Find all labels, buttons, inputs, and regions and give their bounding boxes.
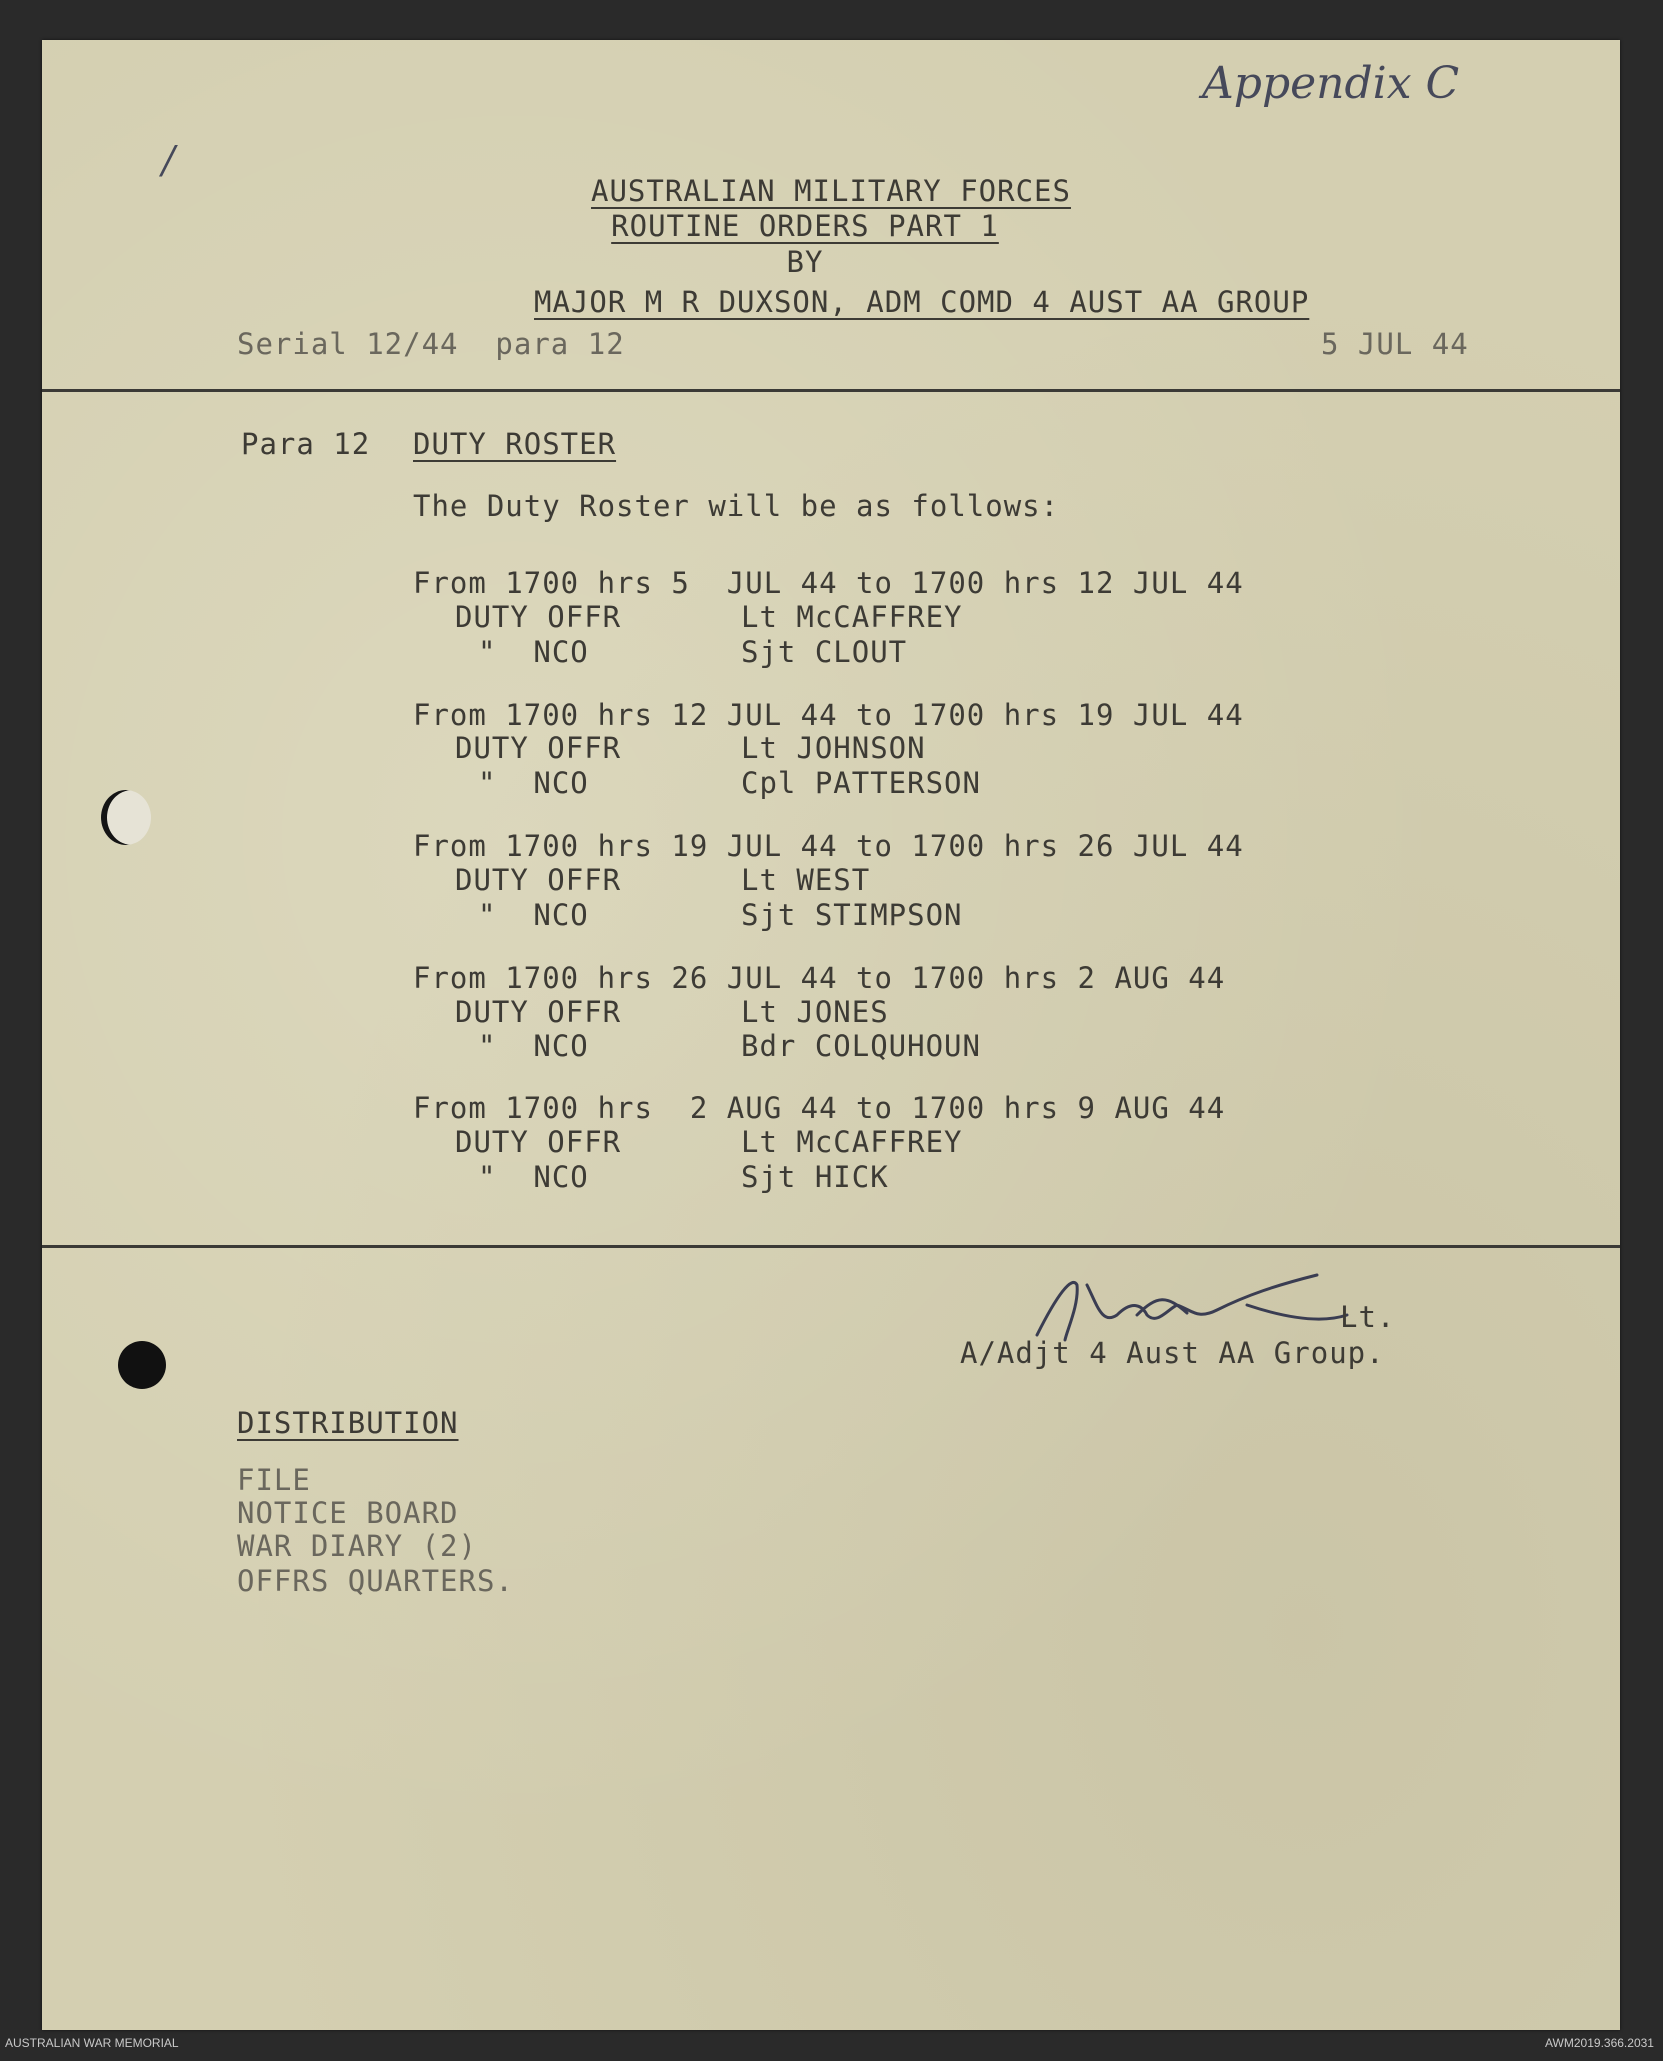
roster-period: From 1700 hrs 5 JUL 44 to 1700 hrs 12 JUL 44 [413,566,1244,600]
header-authority: MAJOR M R DUXSON, ADM COMD 4 AUST AA GROUP [534,285,1310,319]
para-number: Para 12 [241,427,371,461]
distribution-item: FILE [237,1463,311,1497]
duty-offr-name: Lt McCAFFREY [741,600,963,634]
tick-mark: / [162,138,175,182]
duty-nco-name: Cpl PATTERSON [741,766,981,800]
duty-offr-name: Lt McCAFFREY [741,1125,963,1159]
para-intro: The Duty Roster will be as follows: [413,489,1060,523]
signature-rank: Lt. [1340,1300,1396,1334]
distribution-item: OFFRS QUARTERS. [237,1564,514,1598]
para-title: DUTY ROSTER [413,427,617,461]
signature-appointment: A/Adjt 4 Aust AA Group. [960,1336,1385,1370]
footer-accession: AWM2019.366.2031 [1545,2036,1654,2050]
roster-period: From 1700 hrs 19 JUL 44 to 1700 hrs 26 JUL 44 [413,829,1244,863]
duty-offr-name: Lt WEST [741,863,871,897]
duty-offr-name: Lt JOHNSON [741,731,926,765]
duty-offr-label: DUTY OFFR [455,863,622,897]
duty-nco-label: " NCO [478,766,589,800]
order-date: 5 JUL 44 [1321,327,1469,361]
header-title: AUSTRALIAN MILITARY FORCES [591,174,1071,208]
serial-reference: Serial 12/44 para 12 [237,327,625,361]
distribution-item: NOTICE BOARD [237,1496,459,1530]
bottom-divider [42,1245,1620,1248]
duty-nco-label: " NCO [478,898,589,932]
duty-offr-name: Lt JONES [741,995,889,1029]
header-subtitle: ROUTINE ORDERS PART 1 [611,209,999,243]
roster-period: From 1700 hrs 26 JUL 44 to 1700 hrs 2 AUG 44 [413,961,1226,995]
document-page [42,40,1620,2030]
distribution-title: DISTRIBUTION [237,1406,459,1440]
duty-offr-label: DUTY OFFR [455,1125,622,1159]
duty-nco-label: " NCO [478,1029,589,1063]
header-by: BY [786,245,824,279]
punch-hole-lower [118,1341,166,1389]
duty-offr-label: DUTY OFFR [455,995,622,1029]
duty-nco-name: Sjt STIMPSON [741,898,963,932]
duty-offr-label: DUTY OFFR [455,600,622,634]
distribution-item: WAR DIARY (2) [237,1529,477,1563]
top-divider [42,389,1620,392]
duty-nco-name: Sjt CLOUT [741,635,908,669]
duty-nco-label: " NCO [478,1160,589,1194]
punch-hole-upper [101,790,151,845]
duty-nco-label: " NCO [478,635,589,669]
footer-credit: AUSTRALIAN WAR MEMORIAL [5,2036,179,2050]
roster-period: From 1700 hrs 12 JUL 44 to 1700 hrs 19 JUL 44 [413,698,1244,732]
duty-offr-label: DUTY OFFR [455,731,622,765]
roster-period: From 1700 hrs 2 AUG 44 to 1700 hrs 9 AUG 44 [413,1091,1226,1125]
handwritten-annotation: Appendix C [1202,58,1460,109]
duty-nco-name: Bdr COLQUHOUN [741,1029,981,1063]
duty-nco-name: Sjt HICK [741,1160,889,1194]
